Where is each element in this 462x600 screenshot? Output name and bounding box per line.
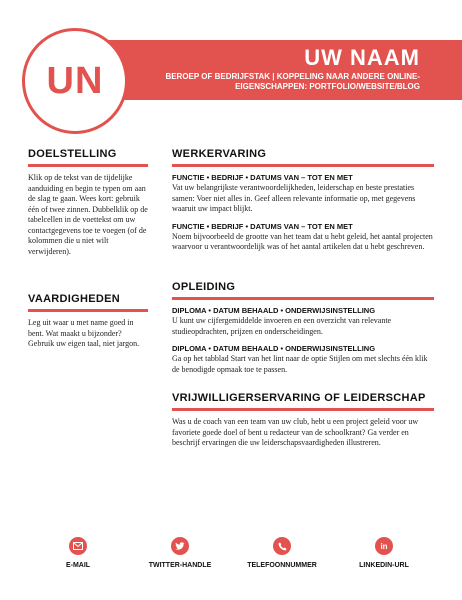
skills-rule bbox=[28, 309, 148, 312]
objective-section bbox=[28, 148, 148, 257]
name-title[interactable]: UW NAAM bbox=[304, 45, 420, 70]
experience-heading[interactable]: FUNCTIE • BEDRIJF • DATUMS VAN – TOT EN MET bbox=[172, 173, 353, 182]
volunteer-section bbox=[172, 392, 434, 449]
objective-rule bbox=[28, 164, 148, 167]
experience-title[interactable]: WERKERVARING bbox=[172, 148, 267, 160]
education-title[interactable]: OPLEIDING bbox=[172, 281, 236, 293]
skills-section bbox=[28, 293, 148, 350]
objective-text[interactable]: Klik op de tekst van de tijdelijke aanduiding en begin te typen om aan de slag te gaan. Wees kort: gebruik één of twee zinnen. Dubbelklik op de tabelcellen in de voettekst om uw contactgegevens toe te voegen (of de kolommen die u niet wilt verwijderen). bbox=[28, 173, 148, 256]
experience-heading[interactable]: FUNCTIE • BEDRIJF • DATUMS VAN – TOT EN MET bbox=[172, 221, 353, 231]
education-rule bbox=[172, 297, 434, 300]
monogram-circle bbox=[22, 28, 128, 134]
education-text[interactable]: Ga op het tabblad Start van het lint naar de optie Stijlen om met slechts één klik de benodigde opmaak toe te passen. bbox=[172, 354, 428, 374]
experience-item bbox=[172, 172, 434, 215]
phone-label[interactable]: TELEFOONNUMMER bbox=[247, 562, 317, 569]
phone-icon bbox=[273, 537, 291, 555]
linkedin-label[interactable]: LINKEDIN-URL bbox=[359, 562, 409, 569]
volunteer-text[interactable]: Was u de coach van een team van uw club, hebt u een project geleid voor uw favoriete goede doel of bent u redacteur van de schoolkrant? Ga verder en beschrijf ervaringen die uw leiderschapsvaardigheden illustreren. bbox=[172, 417, 419, 447]
experience-item bbox=[172, 221, 434, 253]
experience-text[interactable]: Vat uw belangrijkste verantwoordelijkheden, leiderschap en beste prestaties samen: Voer niet alles in. Geef alleen relevante informatie op, met gegevens waaruit uw impact blijkt. bbox=[172, 183, 416, 213]
twitter-label[interactable]: TWITTER-HANDLE bbox=[148, 562, 212, 569]
experience-text[interactable]: Noem bijvoorbeeld de grootte van het team dat u hebt geleid, het aantal projecten waarvoor u verantwoordelijk was of het aantal artikelen dat u hebt geschreven. bbox=[172, 231, 433, 251]
header-subtitle[interactable]: BEROEP OF BEDRIJFSTAK | KOPPELING NAAR ANDERE ONLINE-EIGENSCHAPPEN: PORTFOLIO/WEBSITE/BLOG bbox=[165, 72, 420, 91]
objective-title[interactable]: DOELSTELLING bbox=[28, 148, 117, 160]
initials[interactable]: UN bbox=[46, 59, 104, 102]
skills-text[interactable]: Leg uit waar u met name goed in bent. Wat maakt u bijzonder? Gebruik uw eigen taal, niet jargon. bbox=[28, 318, 140, 348]
education-item bbox=[172, 343, 434, 375]
education-item bbox=[172, 305, 434, 337]
education-section bbox=[172, 281, 434, 375]
email-label[interactable]: E-MAIL bbox=[65, 562, 91, 569]
experience-rule bbox=[172, 164, 434, 167]
education-text[interactable]: U kunt uw cijfergemiddelde invoeren en een overzicht van relevante studieopdrachten, prijzen en onderscheidingen. bbox=[172, 316, 392, 336]
experience-section bbox=[172, 148, 434, 253]
education-heading[interactable]: DIPLOMA • DATUM BEHAALD • ONDERWIJSINSTELLING bbox=[172, 306, 376, 315]
volunteer-rule bbox=[172, 408, 434, 411]
email-icon bbox=[69, 537, 87, 555]
volunteer-title[interactable]: VRIJWILLIGERSERVARING OF LEIDERSCHAP bbox=[172, 392, 426, 404]
contact-footer bbox=[0, 537, 462, 577]
linkedin-icon: in bbox=[375, 537, 393, 555]
education-heading[interactable]: DIPLOMA • DATUM BEHAALD • ONDERWIJSINSTELLING bbox=[172, 344, 376, 353]
skills-title[interactable]: VAARDIGHEDEN bbox=[28, 293, 121, 305]
twitter-icon bbox=[171, 537, 189, 555]
